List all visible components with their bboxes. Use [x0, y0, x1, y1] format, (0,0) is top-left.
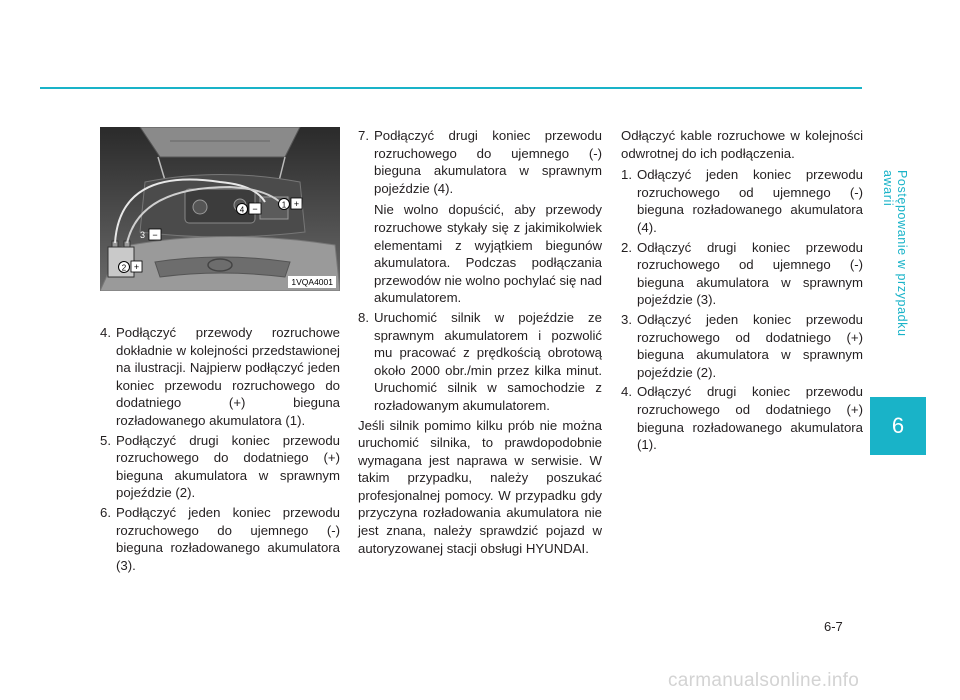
svg-text:2: 2 [121, 263, 127, 273]
step-number: 2. [621, 239, 632, 255]
step-note: Nie wolno dopuścić, aby przewody rozruchowe stykały się z jakimikolwiek elementami z wyjątkiem biegunów akumulatora. Podczas podłączania przewodów nie wolno pochylać się nad akumulatorem. [374, 202, 602, 306]
column-2 [358, 127, 602, 557]
step-6 [100, 504, 340, 574]
step-text: Odłączyć drugi koniec przewodu rozruchowego od ujemnego (-) bieguna akumulatora w sprawnym pojeździe (3). [637, 239, 863, 308]
step-text: Odłączyć jeden koniec przewodu rozruchowego od ujemnego (-) bieguna rozładowanego akumulatora (4). [637, 167, 863, 235]
step-text: Podłączyć jeden koniec przewodu rozruchowego do ujemnego (-) bieguna rozładowanego akumulatora (3). [116, 504, 340, 573]
disconnect-intro: Odłączyć kable rozruchowe w kolejności odwrotnej do ich podłączenia. [621, 128, 863, 161]
step-number: 4. [100, 325, 111, 340]
disconnect-step-4 [621, 383, 863, 453]
step-number: 3. [621, 311, 632, 327]
svg-text:−: − [252, 204, 258, 214]
figure-code: 1VQA4001 [288, 276, 336, 288]
page-number: 6-7 [824, 619, 843, 634]
step-5 [100, 432, 340, 502]
step-text: Odłączyć jeden koniec przewodu rozruchowego od dodatniego (+) bieguna akumulatora w sprawnym pojeździe (2). [637, 311, 863, 380]
step-text: Uruchomić silnik w pojeździe ze sprawnym akumulatorem i pozwolić mu pracować z prędkością obrotową około 2000 obr./min przez kilka minut. Uruchomić silnik w samochodzie z rozładowanym akumulatorem. [374, 309, 602, 413]
step-text: Podłączyć przewody rozruchowe dokładnie w kolejności przedstawionej na ilustracji. Najpierw podłączyć jeden koniec przewodu rozruchowego do dodatniego (+) bieguna rozładowanego akumulatora (1). [116, 325, 340, 428]
watermark: carmanualsonline.info [668, 670, 860, 691]
step-8 [358, 309, 602, 415]
step-4 [100, 324, 340, 430]
column-3 [621, 127, 863, 456]
callout-3 [140, 229, 161, 240]
step-number: 6. [100, 504, 111, 520]
step-number: 1. [621, 167, 632, 183]
step-text: Podłączyć drugi koniec przewodu rozruchowego do ujemnego (-) bieguna akumulatora w sprawnym pojeździe (4). [374, 128, 602, 196]
svg-text:−: − [152, 230, 158, 240]
svg-text:4: 4 [239, 205, 245, 215]
failure-paragraph: Jeśli silnik pomimo kilku prób nie można uruchomić silnika, to prawdopodobnie wymagana jest naprawa w serwisie. W takim przypadku, należy poszukać profesjonalnej pomocy. W przypadku gdy przyczyna rozładowania akumulatora nie jest znana, należy sprawdzić pojazd w autoryzowanej stacji obsługi HYUNDAI. [358, 417, 602, 556]
step-text: Odłączyć drugi koniec przewodu rozruchowego od dodatniego (+) bieguna rozładowanego akumulatora (1). [637, 384, 863, 453]
column-1 [100, 324, 340, 576]
disconnect-step-1 [621, 166, 863, 236]
svg-text:+: + [293, 199, 300, 209]
jump-start-illustration [100, 127, 340, 291]
step-number: 8. [358, 309, 369, 325]
svg-text:3: 3 [140, 230, 146, 240]
svg-text:1: 1 [281, 200, 287, 210]
header-rule [40, 87, 862, 89]
step-number: 5. [100, 432, 111, 448]
disconnect-step-3 [621, 311, 863, 381]
car-engine-bay-drawing [100, 127, 340, 291]
svg-text:+: + [133, 262, 140, 272]
step-number: 7. [358, 128, 369, 143]
section-title: Postępowanie w przypadku awarii [881, 170, 909, 337]
step-number: 4. [621, 384, 632, 400]
step-7 [358, 127, 602, 307]
step-text: Podłączyć drugi koniec przewodu rozruchowego do dodatniego (+) bieguna akumulatora w sprawnym pojeździe (2). [116, 432, 340, 501]
disconnect-step-2 [621, 239, 863, 309]
callout-4 [237, 203, 262, 215]
chapter-tab[interactable]: 6 [870, 397, 926, 455]
